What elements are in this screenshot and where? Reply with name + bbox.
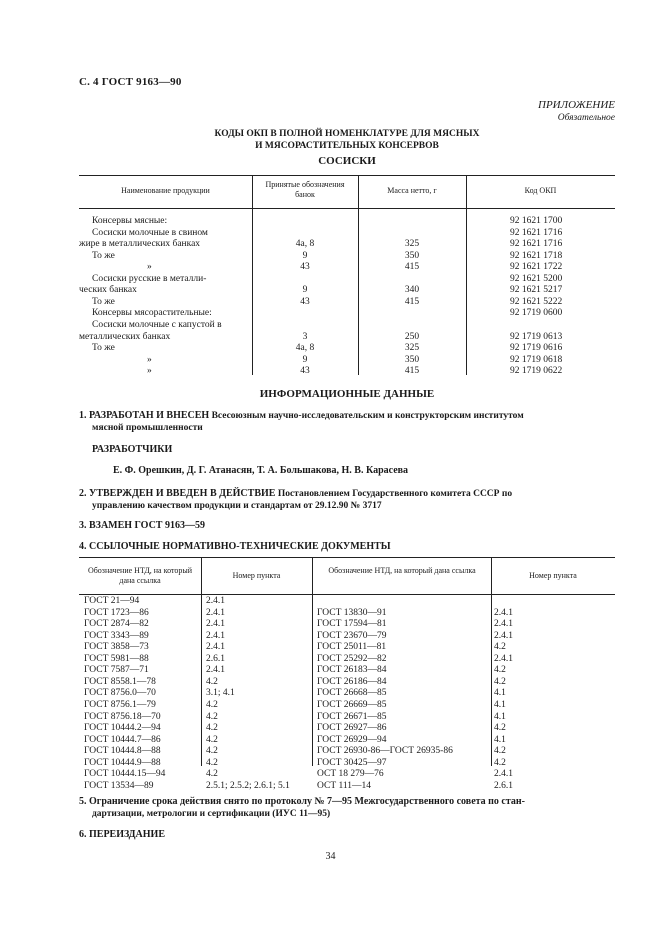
ref-left-item: 2.5.1; 2.5.2; 2.6.1; 5.1 [206,780,290,791]
ref-left-item: 4.2 [206,711,218,722]
ref-left-doc: ГОСТ 1723—86 [84,607,149,618]
okp-cell-mass: 350 [404,354,420,365]
okp-col-divider [252,175,253,375]
ref-left-item: 4.2 [206,746,218,757]
okp-cell-name: Консервы мясорастительные: [92,308,212,319]
ref-right-doc: ГОСТ 25292—82 [317,653,387,664]
okp-cell-can: 9 [302,354,308,365]
ref-right-doc: ГОСТ 23670—79 [317,630,387,641]
okp-cell-code: 92 1621 1716 [510,227,563,238]
appendix-label [538,99,615,125]
okp-cell-name: жире в металлических банках [79,239,201,250]
ref-left-doc: ГОСТ 10444.9—88 [84,757,161,768]
ref-right-doc: ГОСТ 26671—85 [317,711,387,722]
ref-header-item-left: Номер пункта [232,571,281,580]
okp-table-top [79,175,615,176]
info-title: ИНФОРМАЦИОННЫЕ ДАННЫЕ [259,388,435,400]
developers-list: Е. Ф. Орешкин, Д. Г. Атанасян, Т. А. Большакова, Н. В. Карасева [113,465,409,476]
codes-title-3: СОСИСКИ [318,155,376,167]
info-item-1-lead: 1. РАЗРАБОТАН И ВНЕСЕН [79,410,210,421]
ref-col-divider [201,557,202,766]
okp-header-can: Принятые обозначения банок [265,180,345,199]
ref-right-doc: ГОСТ 25011—81 [317,642,387,653]
ref-right-item: 4.2 [494,642,506,653]
ref-table-top [79,557,615,558]
okp-cell-name: То же [92,343,115,354]
page-number: 34 [325,851,336,862]
ref-right-doc: ГОСТ 26929—94 [317,734,387,745]
ref-left-doc: ГОСТ 8756.0—70 [84,688,156,699]
ref-right-doc: ГОСТ 30425—97 [317,757,387,768]
ref-right-doc: ГОСТ 13830—91 [317,607,387,618]
okp-cell-code: 92 1621 1722 [510,262,563,273]
ref-left-item: 4.2 [206,757,218,768]
okp-cell-name: » [147,354,152,365]
okp-cell-name: Консервы мясные: [92,216,168,226]
ref-right-item: 4.1 [494,699,506,710]
codes-title-2: И МЯСОРАСТИТЕЛЬНЫХ КОНСЕРВОВ [255,141,439,151]
ref-right-doc: ГОСТ 26186—84 [317,676,387,687]
info-item-2 [79,488,615,512]
info-item-6: 6. ПЕРЕИЗДАНИЕ [79,829,166,840]
ref-left-doc: ГОСТ 3343—89 [84,630,149,641]
ref-left-item: 2.4.1 [206,642,225,653]
okp-cell-code: 92 1621 1716 [510,239,563,250]
ref-left-doc: ГОСТ 10444.2—94 [84,723,161,734]
ref-left-doc: ГОСТ 8756.18—70 [84,711,161,722]
ref-left-doc: ГОСТ 7587—71 [84,665,149,676]
info-item-2-text: Постановлением Государственного комитета СССР по [277,489,513,499]
okp-cell-name: Сосиски молочные в свином [92,227,208,238]
ref-right-doc: ГОСТ 26668—85 [317,688,387,699]
ref-left-item: 2.4.1 [206,665,225,676]
okp-cell-name: металлических банках [79,331,171,342]
ref-right-item: 4.2 [494,746,506,757]
info-item-5 [79,796,615,820]
okp-cell-name: Сосиски молочные с капустой в [92,319,222,330]
ref-right-item: 4.2 [494,676,506,687]
okp-cell-mass: 325 [404,343,420,354]
ref-left-doc: ГОСТ 10444.7—86 [84,734,161,745]
okp-cell-mass: 415 [404,296,420,307]
ref-right-item: 4.2 [494,665,506,676]
ref-right-doc: ГОСТ 26669—85 [317,699,387,710]
okp-cell-can: 4а, 8 [295,343,315,354]
ref-left-doc: ГОСТ 21—94 [84,596,140,606]
appendix-title: ПРИЛОЖЕНИЕ [538,99,615,111]
ref-left-doc: ГОСТ 10444.8—88 [84,746,161,757]
okp-cell-name: То же [92,296,115,307]
okp-cell-mass: 250 [404,331,420,342]
ref-right-item: 4.2 [494,757,506,768]
info-item-1 [79,410,615,434]
ref-right-doc: ОСТ 18 279—76 [317,769,384,780]
ref-right-doc: ОСТ 111—14 [317,780,372,791]
okp-cell-can: 43 [300,366,310,377]
okp-cell-code: 92 1621 5222 [510,296,563,307]
ref-left-item: 2.4.1 [206,619,225,630]
okp-cell-mass: 415 [404,366,420,377]
ref-left-doc: ГОСТ 13534—89 [84,780,154,791]
ref-right-item: 4.1 [494,688,506,699]
okp-cell-can: 43 [300,296,310,307]
okp-cell-mass: 415 [404,262,420,273]
ref-right-item: 2.4.1 [494,769,513,780]
appendix-subtitle: Обязательное [557,113,615,123]
ref-right-doc: ГОСТ 26927—86 [317,723,387,734]
okp-table-header-bottom [79,208,615,209]
ref-right-item: 2.4.1 [494,630,513,641]
ref-right-item: 4.1 [494,734,506,745]
ref-header-item-right: Номер пункта [529,571,577,580]
okp-cell-mass: 340 [404,285,420,296]
ref-right-doc: ГОСТ 26183—84 [317,665,387,676]
codes-title-1: КОДЫ ОКП В ПОЛНОЙ НОМЕНКЛАТУРЕ ДЛЯ МЯСНЫХ [214,129,480,139]
ref-left-doc: ГОСТ 8558.1—78 [84,676,156,687]
ref-left-item: 4.2 [206,676,218,687]
ref-table-header-bottom [79,594,615,595]
ref-left-item: 4.2 [206,699,218,710]
okp-cell-can: 9 [302,285,308,296]
okp-cell-code: 92 1719 0600 [510,308,563,319]
okp-cell-code: 92 1719 0618 [510,354,563,365]
ref-left-item: 4.2 [206,734,218,745]
info-item-4: 4. ССЫЛОЧНЫЕ НОРМАТИВНО-ТЕХНИЧЕСКИЕ ДОКУМЕНТЫ [79,541,391,552]
page-header: С. 4 ГОСТ 9163—90 [79,76,182,88]
okp-cell-can: 9 [302,250,308,261]
ref-right-item: 4.2 [494,723,506,734]
okp-cell-can: 43 [300,262,310,273]
okp-cell-name: » [147,262,152,273]
ref-right-item: 2.6.1 [494,780,513,791]
ref-left-item: 3.1; 4.1 [206,688,235,699]
info-item-5-lead: 5. Ограничение срока действия снято по протоколу № 7—95 Межгосударственного совета по стан- [79,796,525,807]
ref-right-item: 4.1 [494,711,506,722]
okp-cell-code: 92 1719 0613 [510,331,563,342]
ref-col-divider [491,557,492,766]
info-item-1-text2: мясной промышленности [92,423,203,433]
info-item-2-lead: 2. УТВЕРЖДЕН И ВВЕДЕН В ДЕЙСТВИЕ [79,488,276,499]
ref-left-item: 2.4.1 [206,630,225,641]
ref-left-doc: ГОСТ 5981—88 [84,653,149,664]
okp-cell-code: 92 1621 5200 [510,273,563,284]
okp-header-mass: Масса нетто, г [387,186,437,195]
info-item-2-text2: управлению качеством продукции и стандартам от 29.12.90 № 3717 [92,501,382,511]
ref-left-item: 2.4.1 [206,596,225,606]
okp-cell-name: То же [92,250,115,261]
info-item-5-text2: дартизации, метрологии и сертификации (ИУС 11—95) [92,809,331,819]
developers-label: РАЗРАБОТЧИКИ [92,444,173,455]
ref-left-doc: ГОСТ 3858—73 [84,642,149,653]
okp-cell-can: 3 [302,331,308,342]
okp-cell-mass: 325 [404,239,420,250]
ref-header-doc-left: Обозначение НТД, на который дана ссылка [87,566,193,585]
ref-right-item: 2.4.1 [494,607,513,618]
ref-left-doc: ГОСТ 2874—82 [84,619,149,630]
okp-cell-mass: 350 [404,250,420,261]
ref-left-item: 4.2 [206,769,218,780]
ref-right-doc: ГОСТ 17594—81 [317,619,387,630]
ref-left-doc: ГОСТ 8756.1—79 [84,699,156,710]
ref-left-doc: ГОСТ 10444.15—94 [84,769,166,780]
okp-cell-code: 92 1621 1718 [510,250,563,261]
ref-right-item: 2.4.1 [494,653,513,664]
okp-cell-code: 92 1719 0622 [510,366,563,377]
ref-col-divider [312,557,313,766]
okp-header-code: Код ОКП [524,186,557,195]
okp-cell-name: Сосиски русские в металли- [92,273,207,284]
ref-left-item: 2.4.1 [206,607,225,618]
okp-cell-name: ческих банках [79,285,137,296]
ref-left-item: 2.6.1 [206,653,225,664]
okp-cell-code: 92 1719 0616 [510,343,563,354]
ref-header-doc-right: Обозначение НТД, на который дана ссылка [328,566,476,575]
info-item-3: 3. ВЗАМЕН ГОСТ 9163—59 [79,520,205,531]
okp-cell-code: 92 1621 1700 [510,216,563,226]
okp-cell-can: 4а, 8 [295,239,315,250]
okp-header-name: Наименование продукции [121,186,210,195]
ref-right-item: 2.4.1 [494,619,513,630]
ref-right-doc: ГОСТ 26930-86—ГОСТ 26935-86 [317,746,453,757]
ref-left-item: 4.2 [206,723,218,734]
info-item-1-text: Всесоюзным научно-исследовательским и конструкторским институтом [211,411,524,421]
okp-cell-name: » [147,366,152,377]
okp-cell-code: 92 1621 5217 [510,285,563,296]
okp-col-divider [466,175,467,375]
